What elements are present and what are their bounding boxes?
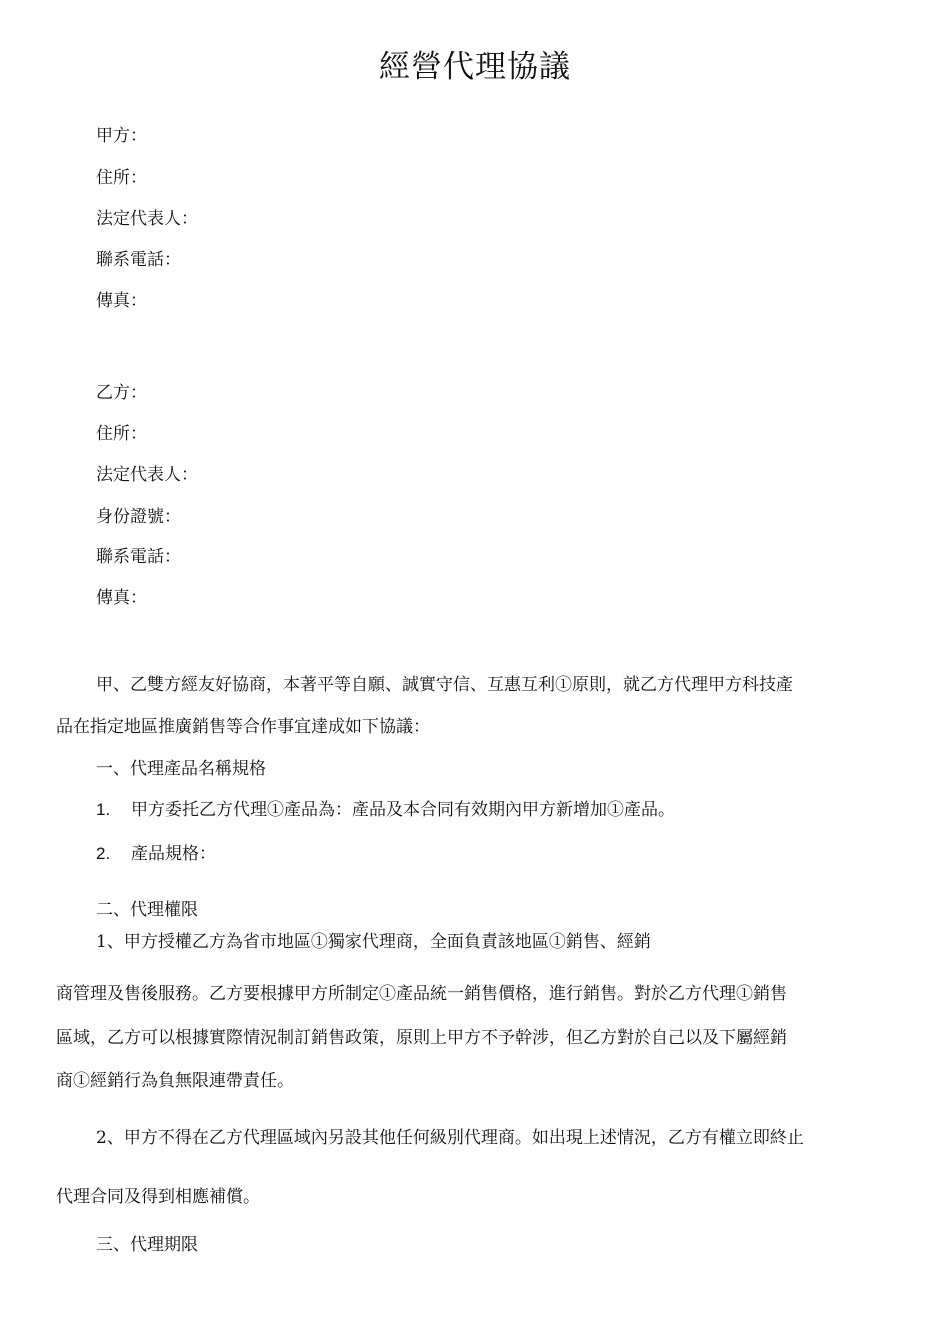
list-number: 1. — [96, 800, 111, 819]
section-1-heading: 一、代理產品名稱規格 — [96, 759, 266, 779]
preamble-line-2: 品在指定地區推廣銷售等合作事宜達成如下協議： — [56, 717, 430, 737]
party-b-phone: 聯系電話： — [96, 547, 181, 567]
section-3-heading: 三、代理期限 — [96, 1235, 198, 1255]
list-item-text: 產品規格： — [131, 844, 216, 864]
document-title: 經營代理協議 — [379, 49, 571, 85]
party-a-label: 甲方： — [96, 126, 147, 146]
section-2-p1-line-1: 1、甲方授權乙方為省市地區①獨家代理商，全面負責該地區①銷售、經銷 — [96, 932, 651, 952]
list-item-text: 甲方委托乙方代理①產品為：產品及本合同有效期內甲方新增加①產品。 — [131, 800, 675, 820]
party-b-label: 乙方： — [96, 383, 147, 403]
section-2-p2-line-1: 2、甲方不得在乙方代理區域內另設其他任何級別代理商。如出現上述情況，乙方有權立即終止 — [96, 1128, 804, 1148]
section-2-heading: 二、代理權限 — [96, 900, 198, 920]
party-a-legal-rep: 法定代表人： — [96, 209, 198, 229]
party-a-fax: 傳真： — [96, 291, 147, 311]
section-2-p1-line-2: 商管理及售後服務。乙方要根據甲方所制定①產品統一銷售價格，進行銷售。對於乙方代理①銷售 — [56, 984, 787, 1004]
party-b-fax: 傳真： — [96, 588, 147, 608]
party-b-legal-rep: 法定代表人： — [96, 465, 198, 485]
list-number: 2. — [96, 844, 111, 863]
section-2-p1-line-4: 商①經銷行為負無限連帶責任。 — [56, 1071, 294, 1091]
section-2-p2-line-2: 代理合同及得到相應補償。 — [56, 1187, 260, 1207]
section-2-p1-line-3: 區域，乙方可以根據實際情況制訂銷售政策，原則上甲方不予幹涉，但乙方對於自己以及下屬經銷 — [56, 1028, 787, 1048]
party-a-phone: 聯系電話： — [96, 250, 181, 270]
preamble-line-1: 甲、乙雙方經友好協商，本著平等自願、誠實守信、互惠互利①原則，就乙方代理甲方科技產 — [96, 675, 793, 695]
section-1-item-2 — [96, 842, 216, 866]
party-b-address: 住所： — [96, 424, 147, 444]
section-1-item-1 — [96, 798, 675, 822]
party-b-id-no: 身份證號： — [96, 507, 181, 527]
party-a-address: 住所： — [96, 168, 147, 188]
